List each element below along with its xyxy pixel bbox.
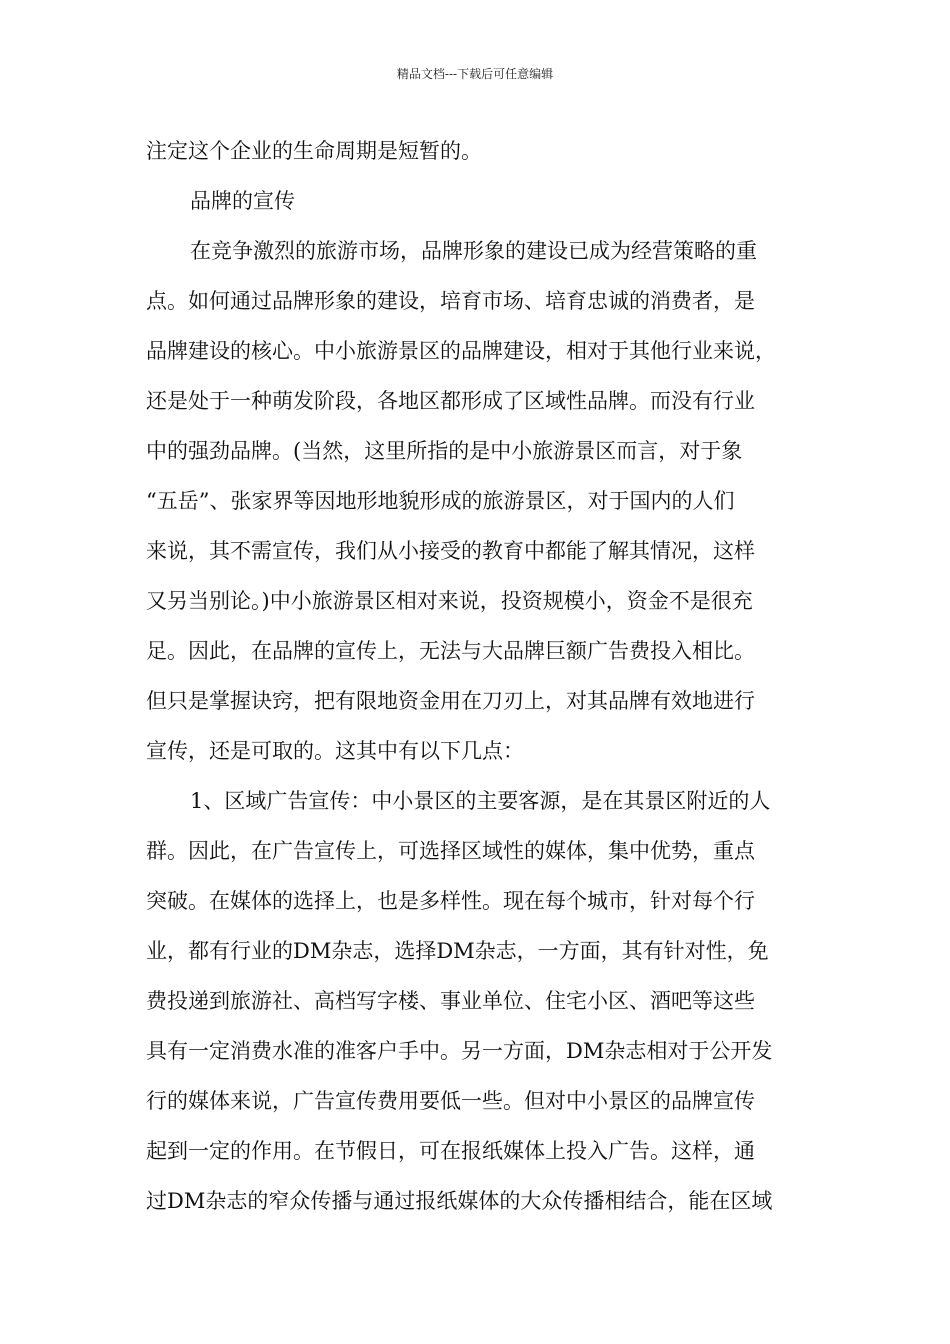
- text-line: 突破。在媒体的选择上，也是多样性。现在每个城市，针对每个行: [146, 889, 755, 913]
- page-header: 精品文档---下载后可任意编辑: [396, 67, 554, 81]
- text-line: 具有一定消费水准的准客户手中。另一方面，DM杂志相对于公开发: [146, 1039, 773, 1063]
- text-line: 点。如何通过品牌形象的建设，培育市场、培育忠诚的消费者，是: [146, 289, 755, 313]
- section-heading: 品牌的宣传: [190, 189, 295, 213]
- document-body: [146, 126, 806, 1226]
- text-line: 费投递到旅游社、高档写字楼、事业单位、住宅小区、酒吧等这些: [146, 989, 755, 1013]
- text-line: 1、区域广告宣传：中小景区的主要客源，是在其景区附近的人: [190, 789, 771, 813]
- text-line: 过DM杂志的窄众传播与通过报纸媒体的大众传播相结合，能在区域: [146, 1189, 773, 1213]
- text-line: “五岳”、张家界等因地形地貌形成的旅游景区，对于国内的人们: [146, 489, 735, 513]
- text-line: 群。因此，在广告宣传上，可选择区域性的媒体，集中优势，重点: [146, 839, 755, 863]
- text-line: 品牌建设的核心。中小旅游景区的品牌建设，相对于其他行业来说，: [146, 339, 776, 363]
- text-line: 还是处于一种萌发阶段，各地区都形成了区域性品牌。而没有行业: [146, 389, 755, 413]
- text-line: 行的媒体来说，广告宣传费用要低一些。但对中小景区的品牌宣传: [146, 1089, 755, 1113]
- text-line: 业，都有行业的DM杂志，选择DM杂志，一方面，其有针对性，免: [146, 939, 769, 963]
- text-line: 中的强劲品牌。(当然，这里所指的是中小旅游景区而言，对于象: [146, 439, 743, 463]
- text-line: 足。因此，在品牌的宣传上，无法与大品牌巨额广告费投入相比。: [146, 639, 755, 663]
- text-line: 注定这个企业的生命周期是短暂的。: [146, 139, 482, 163]
- text-line: 在竞争激烈的旅游市场，品牌形象的建设已成为经营策略的重: [190, 239, 757, 263]
- text-line: 起到一定的作用。在节假日，可在报纸媒体上投入广告。这样，通: [146, 1139, 755, 1163]
- text-line: 但只是掌握诀窍，把有限地资金用在刀刃上，对其品牌有效地进行: [146, 689, 755, 713]
- text-line: 宣传，还是可取的。这其中有以下几点：: [146, 739, 524, 763]
- text-line: 又另当别论。)中小旅游景区相对来说，投资规模小，资金不是很充: [146, 589, 753, 613]
- text-line: 来说，其不需宣传，我们从小接受的教育中都能了解其情况，这样: [146, 539, 755, 563]
